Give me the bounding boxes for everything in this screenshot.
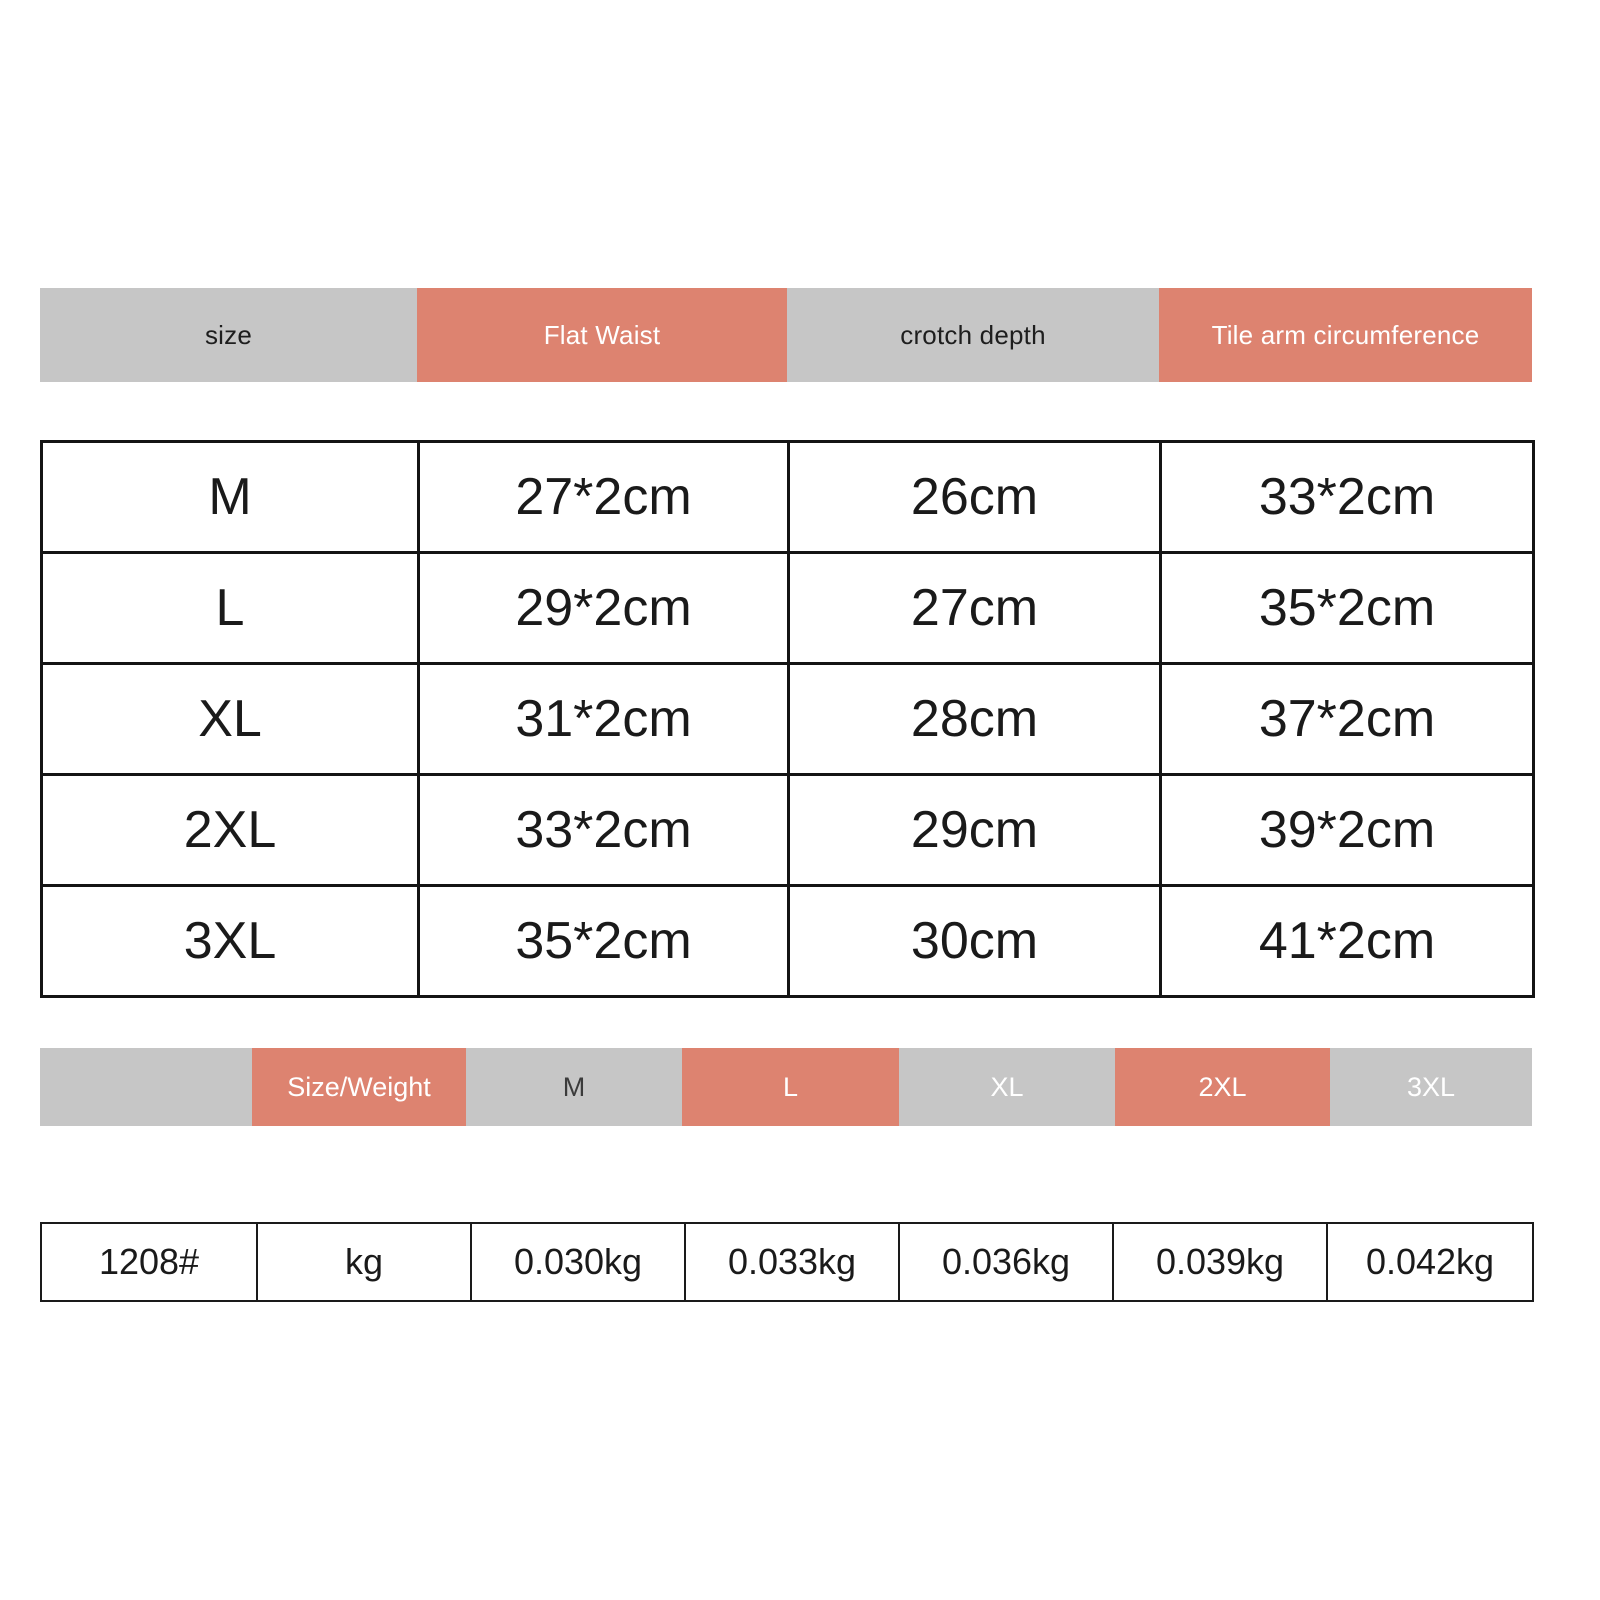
size-table-header-bar — [40, 288, 1532, 382]
cell-weight-m: 0.030kg — [471, 1223, 685, 1301]
cell-flat-waist: 33*2cm — [419, 775, 789, 886]
table-row — [42, 442, 1534, 553]
weight-header-label-m: M — [562, 1071, 586, 1102]
weight-header-m — [466, 1048, 682, 1126]
weight-header-label-2xl: 2XL — [1198, 1071, 1247, 1102]
cell-crotch-depth: 26cm — [789, 442, 1161, 553]
cell-unit: kg — [257, 1223, 471, 1301]
cell-size: XL — [42, 664, 419, 775]
cell-flat-waist: 29*2cm — [419, 553, 789, 664]
cell-crotch-depth: 27cm — [789, 553, 1161, 664]
cell-size: 3XL — [42, 886, 419, 997]
cell-flat-waist: 31*2cm — [419, 664, 789, 775]
cell-arm-circumference: 37*2cm — [1161, 664, 1534, 775]
cell-weight-xl: 0.036kg — [899, 1223, 1113, 1301]
weight-header-label-l: L — [782, 1071, 799, 1102]
table-row — [42, 886, 1534, 997]
weight-table-header-bar — [40, 1048, 1532, 1126]
cell-size: 2XL — [42, 775, 419, 886]
size-measurements-table — [40, 440, 1535, 998]
cell-weight-3xl: 0.042kg — [1327, 1223, 1533, 1301]
weight-values-table — [40, 1222, 1534, 1302]
weight-header-label-size-weight: Size/Weight — [287, 1071, 431, 1102]
cell-arm-circumference: 39*2cm — [1161, 775, 1534, 886]
cell-arm-circumference: 35*2cm — [1161, 553, 1534, 664]
weight-header-label-3xl: 3XL — [1406, 1071, 1456, 1102]
cell-crotch-depth: 28cm — [789, 664, 1161, 775]
table-row — [42, 775, 1534, 886]
header-cell-flat-waist — [417, 288, 787, 382]
cell-weight-l: 0.033kg — [685, 1223, 899, 1301]
cell-crotch-depth: 29cm — [789, 775, 1161, 886]
weight-header-size-weight — [252, 1048, 466, 1126]
table-row — [42, 553, 1534, 664]
header-label-size: size — [204, 319, 253, 350]
header-cell-size — [40, 288, 417, 382]
weight-header-label-xl: XL — [990, 1071, 1024, 1102]
cell-arm-circumference: 33*2cm — [1161, 442, 1534, 553]
cell-size: L — [42, 553, 419, 664]
table-row — [41, 1223, 1533, 1301]
weight-header-l — [682, 1048, 899, 1126]
header-cell-crotch-depth — [787, 288, 1159, 382]
header-label-flat-waist: Flat Waist — [543, 319, 661, 350]
header-cell-arm-circumference — [1159, 288, 1532, 382]
weight-header-spacer — [40, 1048, 252, 1126]
table-row — [42, 664, 1534, 775]
weight-header-xl — [899, 1048, 1115, 1126]
header-label-crotch-depth: crotch depth — [900, 319, 1046, 350]
cell-flat-waist: 27*2cm — [419, 442, 789, 553]
header-label-arm-circumference: Tile arm circumference — [1211, 319, 1480, 350]
weight-header-3xl — [1330, 1048, 1532, 1126]
cell-flat-waist: 35*2cm — [419, 886, 789, 997]
weight-header-2xl — [1115, 1048, 1330, 1126]
cell-style-code: 1208# — [41, 1223, 257, 1301]
cell-crotch-depth: 30cm — [789, 886, 1161, 997]
cell-size: M — [42, 442, 419, 553]
cell-arm-circumference: 41*2cm — [1161, 886, 1534, 997]
cell-weight-2xl: 0.039kg — [1113, 1223, 1327, 1301]
